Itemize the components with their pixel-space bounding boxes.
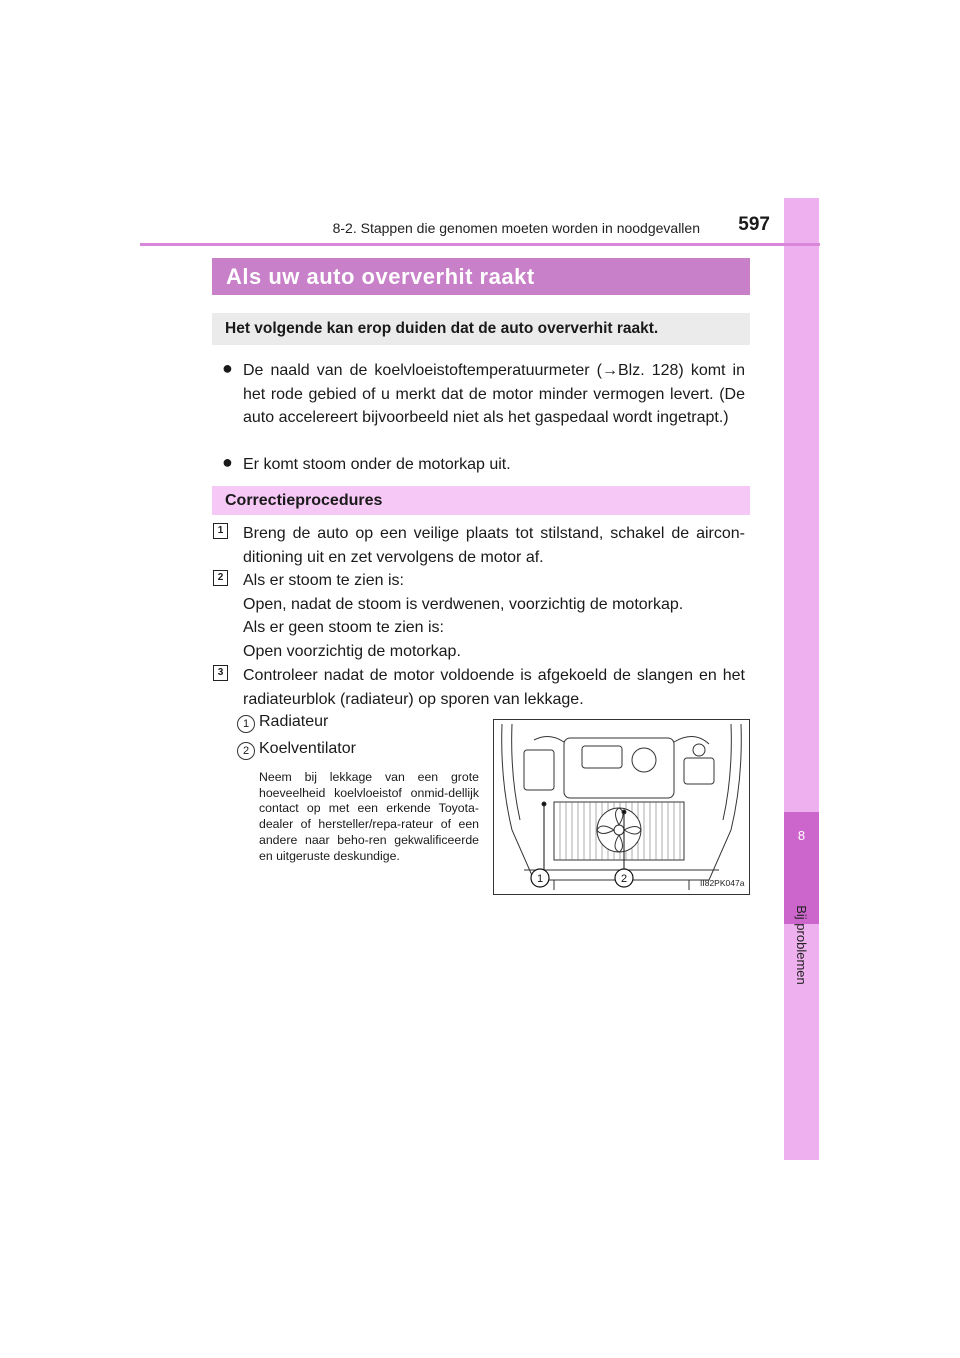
step-text-secondary: Als er geen stoom te zien is: Open voorzichtig de motorkap. xyxy=(243,619,461,660)
header-rule xyxy=(140,243,820,246)
figure-code: II82PK047a xyxy=(700,878,745,888)
step-text: Breng de auto op een veilige plaats tot stilstand, schakel de aircon-ditioning uit en zet vervolgens de motor af. xyxy=(243,525,745,566)
step-text: Als er stoom te zien is: Open, nadat de stoom is verdwenen, voorzichtig de motorkap. xyxy=(243,572,684,613)
chapter-number: 8 xyxy=(797,828,806,843)
chapter-label: Bij problemen xyxy=(794,905,809,985)
step-number-badge: 1 xyxy=(213,523,228,539)
engine-bay-drawing xyxy=(494,720,749,894)
step-number-badge: 3 xyxy=(213,665,228,681)
figure-callout-1: 1 xyxy=(536,873,544,885)
procedures-heading: Correctieprocedures xyxy=(212,486,750,515)
note-text: Neem bij lekkage van een grote hoeveelheid koelvloeistof onmid-dellijk contact op met een erkende Toyota-dealer of hersteller/repa-rateur of een andere naar beho-ren gekwalificeerde en uitgeruste deskundige. xyxy=(259,770,479,863)
intro-heading: Het volgende kan erop duiden dat de auto oververhit raakt. xyxy=(212,313,750,345)
callout-label-fan: Koelventilator xyxy=(259,740,356,757)
bullet-icon: ● xyxy=(222,452,233,472)
bullet-item: De naald van de koelvloeistoftemperatuurmeter (→Blz. 128) komt in het rode gebied of u merkt dat de motor minder vermogen levert. (De auto accelereert bijvoorbeeld niet als het gaspedaal wordt ingetrapt.) xyxy=(243,362,745,426)
step-number-badge: 2 xyxy=(213,570,228,586)
step-text: Controleer nadat de motor voldoende is afgekoeld de slangen en het radiateurblok (radiateur) op sporen van lekkage. xyxy=(243,667,745,708)
callout-label-radiator: Radiateur xyxy=(259,713,329,730)
bullet-icon: ● xyxy=(222,358,233,378)
callout-number: 2 xyxy=(237,742,255,760)
figure-callout-2: 2 xyxy=(620,873,628,885)
side-tab xyxy=(784,198,819,1160)
engine-bay-illustration xyxy=(493,719,750,895)
page-number: 597 xyxy=(738,214,770,235)
section-title: Als uw auto oververhit raakt xyxy=(212,258,750,295)
bullet-item: Er komt stoom onder de motorkap uit. xyxy=(243,456,511,473)
callout-number: 1 xyxy=(237,715,255,733)
running-head: 8-2. Stappen die genomen moeten worden in noodgevallen xyxy=(332,220,700,236)
